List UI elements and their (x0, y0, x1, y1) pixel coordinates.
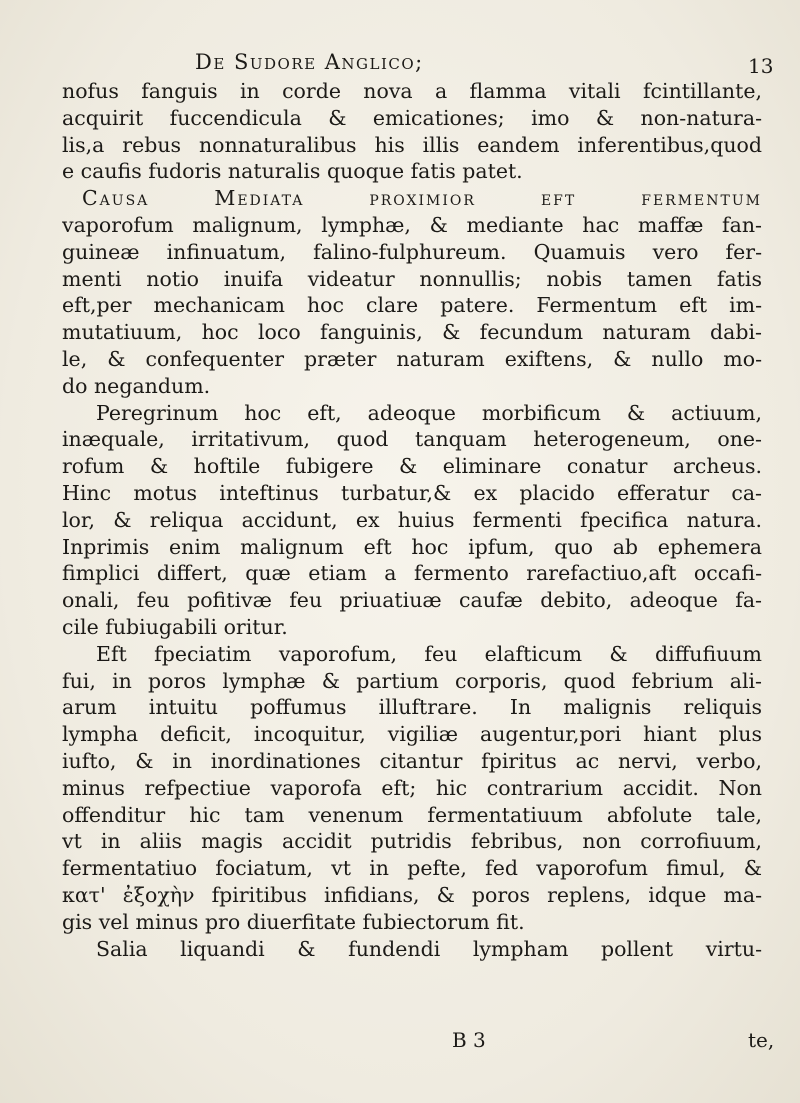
text-line: menti notio inuifa videatur nonnullis; nobis tamen fatis (62, 266, 762, 291)
text-line: fui, in poros lymphæ & partium corporis, quod febrium ali- (62, 668, 762, 693)
text-line: e caufis fudoris naturalis quoque fatis patet. (62, 159, 523, 184)
text-line: eft,per mechanicam hoc clare patere. Fermentum eft im- (62, 293, 762, 318)
text-line: lor, & reliqua accidunt, ex huius fermenti fpecifica natura. (62, 507, 762, 532)
body-text (62, 78, 762, 962)
text-line: mutatiuum, hoc loco fanguinis, & fecundum naturam dabi- (62, 320, 762, 345)
text-line: do negandum. (62, 373, 211, 398)
catchword: te, (748, 1028, 775, 1052)
text-line: le, & confequenter præter naturam exiftens, & nullo mo- (62, 346, 762, 371)
text-line: Hinc motus inteftinus turbatur,& ex placido efferatur ca- (62, 480, 762, 505)
text-line: Eft fpeciatim vaporofum, feu elafticum & diffufiuum (96, 641, 762, 666)
text-line: inæquale, irritativum, quod tanquam heterogeneum, one- (62, 427, 762, 452)
text-line: onali, feu pofitivæ feu priuatiuæ caufæ debito, adeoque fa- (62, 588, 762, 613)
text-line: nofus fanguis in corde nova a flamma vitali fcintillante, (62, 79, 762, 103)
text-line: Causa Mediata proximior eft fermentum (82, 186, 762, 211)
text-line: Peregrinum hoc eft, adeoque morbificum & actiuum, (96, 400, 762, 425)
text-line: arum intuitu poffumus illuftrare. In malignis reliquis (62, 695, 762, 720)
text-line: κατ' ἐξοχὴν fpiritibus infidians, & poros replens, idque ma- (62, 882, 762, 907)
signature-mark: B 3 (452, 1028, 486, 1052)
text-line: Inprimis enim malignum eft hoc ipfum, quo ab ephemera (62, 534, 762, 559)
text-line: gis vel minus pro diuerfitate fubiectorum fit. (62, 909, 525, 934)
page-number: 13 (748, 54, 774, 78)
text-line: cile fubiugabili oritur. (62, 614, 288, 639)
text-line: minus refpectiue vaporofa eft; hic contrarium accidit. Non (62, 775, 762, 800)
text-line: vt in aliis magis accidit putridis febribus, non corrofiuum, (62, 829, 762, 854)
text-line: offenditur hic tam venenum fermentatiuum abfolute tale, (62, 802, 762, 827)
text-line: fermentatiuo fociatum, vt in pefte, fed vaporofum fimul, & (62, 856, 762, 881)
text-line: lis,a rebus nonnaturalibus his illis eandem inferentibus,quod (62, 132, 762, 157)
text-line: acquirit fuccendicula & emicationes; imo & non-natura- (62, 105, 762, 130)
text-line: guineæ infinuatum, falino-fulphureum. Quamuis vero fer- (62, 239, 762, 264)
text-line: fimplici differt, quæ etiam a fermento rarefactiuo,aft occafi- (62, 561, 762, 586)
page-footer (62, 1028, 775, 1056)
running-head: De Sudore Anglico; (195, 50, 424, 74)
text-line: iufto, & in inordinationes citantur fpiritus ac nervi, verbo, (62, 748, 762, 773)
text-line: Salia liquandi & fundendi lympham pollent virtu- (96, 936, 762, 961)
text-line: lympha deficit, incoquitur, vigiliæ augentur,pori hiant plus (62, 722, 762, 747)
text-line: vaporofum malignum, lymphæ, & mediante hac maffæ fan- (62, 212, 762, 237)
text-line: rofum & hoftile fubigere & eliminare conatur archeus. (62, 454, 762, 479)
